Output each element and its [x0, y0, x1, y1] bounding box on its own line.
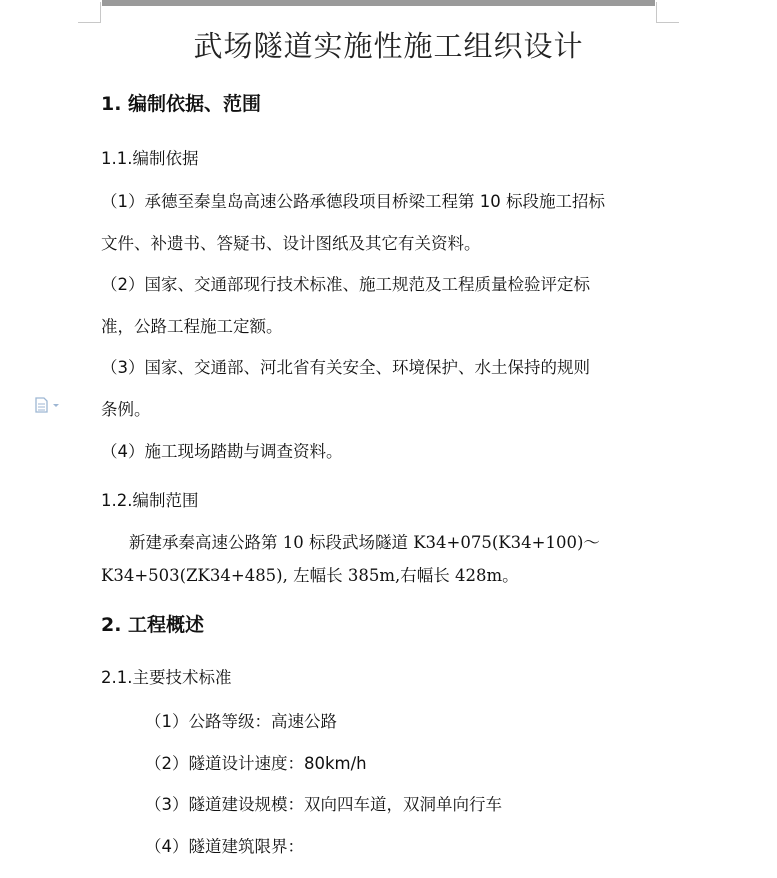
section1-2-heading: 1.2.编制范围	[101, 491, 199, 510]
document-options-icon[interactable]	[34, 397, 64, 413]
standard-item: （3）隧道建设规模：双向四车道，双洞单向行车	[145, 795, 502, 814]
page-corner-mark-left	[78, 2, 101, 23]
paragraph-line: （1）承德至秦皇岛高速公路承德段项目桥梁工程第 10 标段施工招标	[101, 192, 605, 211]
paragraph-line: （2）国家、交通部现行技术标准、施工规范及工程质量检验评定标	[101, 275, 590, 294]
scope-line: K34+503(ZK34+485), 左幅长 385m,右幅长 428m。	[101, 566, 519, 585]
paragraph-line: 准，公路工程施工定额。	[101, 317, 283, 336]
paragraph-line: 条例。	[101, 400, 151, 419]
page-top-band	[102, 0, 655, 6]
section2-heading: 2. 工程概述	[101, 614, 205, 636]
standard-item: （1）公路等级：高速公路	[145, 712, 337, 731]
document-title: 武场隧道实施性施工组织设计	[193, 29, 584, 63]
standard-item: （4）隧道建筑限界：	[145, 837, 304, 856]
section2-1-heading: 2.1.主要技术标准	[101, 668, 232, 687]
scope-line: 新建承秦高速公路第 10 标段武场隧道 K34+075(K34+100)～	[129, 533, 600, 552]
section1-1-heading: 1.1.编制依据	[101, 149, 199, 168]
section1-heading: 1. 编制依据、范围	[101, 93, 262, 115]
page-corner-mark-right	[656, 2, 679, 23]
paragraph-line: （3）国家、交通部、河北省有关安全、环境保护、水土保持的规则	[101, 358, 590, 377]
paragraph-line: （4）施工现场踏勘与调查资料。	[101, 442, 343, 461]
paragraph-line: 文件、补遗书、答疑书、设计图纸及其它有关资料。	[101, 234, 481, 253]
standard-item: （2）隧道设计速度：80km/h	[145, 754, 367, 773]
